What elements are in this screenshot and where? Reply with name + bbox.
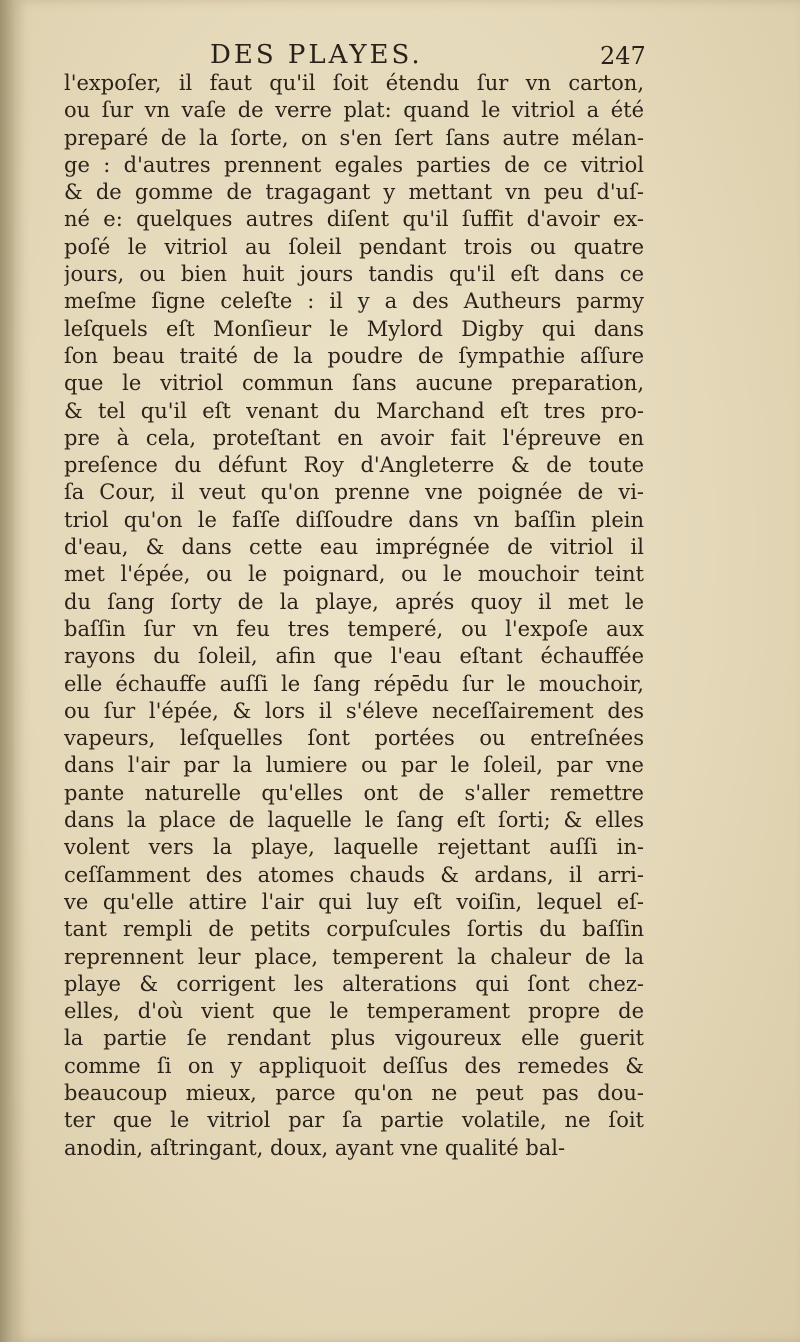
text-line: elle échauffe auſſi le ſang répēdu ſur le mouchoir,: [64, 671, 644, 696]
text-line: pante naturelle qu'elles ont de s'aller remettre: [64, 780, 644, 805]
text-line: tant rempli de petits corpuſcules ſortis du baſſin: [64, 917, 644, 942]
running-head: [64, 40, 644, 74]
text-line: ter que le vitriol par ſa partie volatile, ne ſoit: [64, 1108, 644, 1133]
text-line: ou ſur vn vaſe de verre plat: quand le vitriol a été: [64, 98, 644, 123]
text-line: comme ſi on y appliquoit deſſus des remedes &: [64, 1053, 644, 1078]
text-line: & de gomme de tragagant y mettant vn peu d'uſ-: [64, 180, 644, 205]
text-line: anodin, aſtringant, doux, ayant vne qualité bal-: [64, 1135, 566, 1160]
text-line: reprennent leur place, temperent la chaleur de la: [64, 944, 644, 969]
book-page: [14, 0, 800, 1342]
text-line: ceſſamment des atomes chauds & ardans, il arri-: [64, 862, 644, 887]
text-line: la partie ſe rendant plus vigoureux elle guerit: [64, 1026, 644, 1051]
text-line: met l'épée, ou le poignard, ou le mouchoir teint: [64, 562, 644, 587]
text-line: vapeurs, leſquelles ſont portées ou entreſnées: [64, 726, 644, 751]
text-line: jours, ou bien huit jours tandis qu'il eſt dans ce: [64, 262, 644, 287]
text-line: volent vers la playe, laquelle rejettant auſſi in-: [64, 835, 644, 860]
text-line: meſme ſigne celeſte : il y a des Autheurs parmy: [64, 289, 644, 314]
text-line: né e: quelques autres diſent qu'il ſuffit d'avoir ex-: [64, 207, 644, 232]
text-line: que le vitriol commun ſans aucune preparation,: [64, 371, 644, 396]
page-number: 247: [600, 42, 646, 70]
text-line: dans l'air par la lumiere ou par le ſoleil, par vne: [64, 753, 644, 778]
text-line: ve qu'elle attire l'air qui luy eſt voiſin, lequel eſ-: [64, 889, 644, 914]
text-line: triol qu'on le faſſe diſſoudre dans vn baſſin plein: [64, 507, 644, 532]
text-line: ſa Cour, il veut qu'on prenne vne poignée de vi-: [64, 480, 644, 505]
text-line: d'eau, & dans cette eau imprégnée de vitriol il: [64, 535, 644, 560]
text-line: preparé de la ſorte, on s'en ſert ſans autre mélan-: [64, 125, 644, 150]
text-line: du ſang ſorty de la playe, aprés quoy il met le: [64, 589, 644, 614]
text-line: beaucoup mieux, parce qu'on ne peut pas dou-: [64, 1080, 644, 1105]
text-line: l'expoſer, il faut qu'il ſoit étendu ſur vn carton,: [64, 71, 644, 95]
body-text: [64, 70, 644, 1162]
text-line: baſſin ſur vn feu tres temperé, ou l'expoſe aux: [64, 616, 644, 641]
text-line: playe & corrigent les alterations qui ſont chez-: [64, 971, 644, 996]
text-line: rayons du ſoleil, afin que l'eau eſtant échauffée: [64, 644, 644, 669]
text-line: preſence du défunt Roy d'Angleterre & de toute: [64, 453, 644, 478]
text-line: & tel qu'il eſt venant du Marchand eſt tres pro-: [64, 398, 644, 423]
text-line: elles, d'où vient que le temperament propre de: [64, 999, 644, 1024]
text-line: dans la place de laquelle le ſang eſt ſorti; & elles: [64, 808, 644, 833]
text-line: poſé le vitriol au ſoleil pendant trois ou quatre: [64, 234, 644, 259]
text-line: ou ſur l'épée, & lors il s'éleve neceſſairement des: [64, 698, 644, 723]
text-line: leſquels eſt Monſieur le Mylord Digby qui dans: [64, 316, 644, 341]
text-line: ge : d'autres prennent egales parties de ce vitriol: [64, 152, 644, 177]
text-line: pre à cela, proteſtant en avoir fait l'épreuve en: [64, 425, 644, 450]
running-head-title: DES PLAYES.: [210, 40, 423, 70]
text-line: ſon beau traité de la poudre de ſympathie aſſure: [64, 343, 644, 368]
